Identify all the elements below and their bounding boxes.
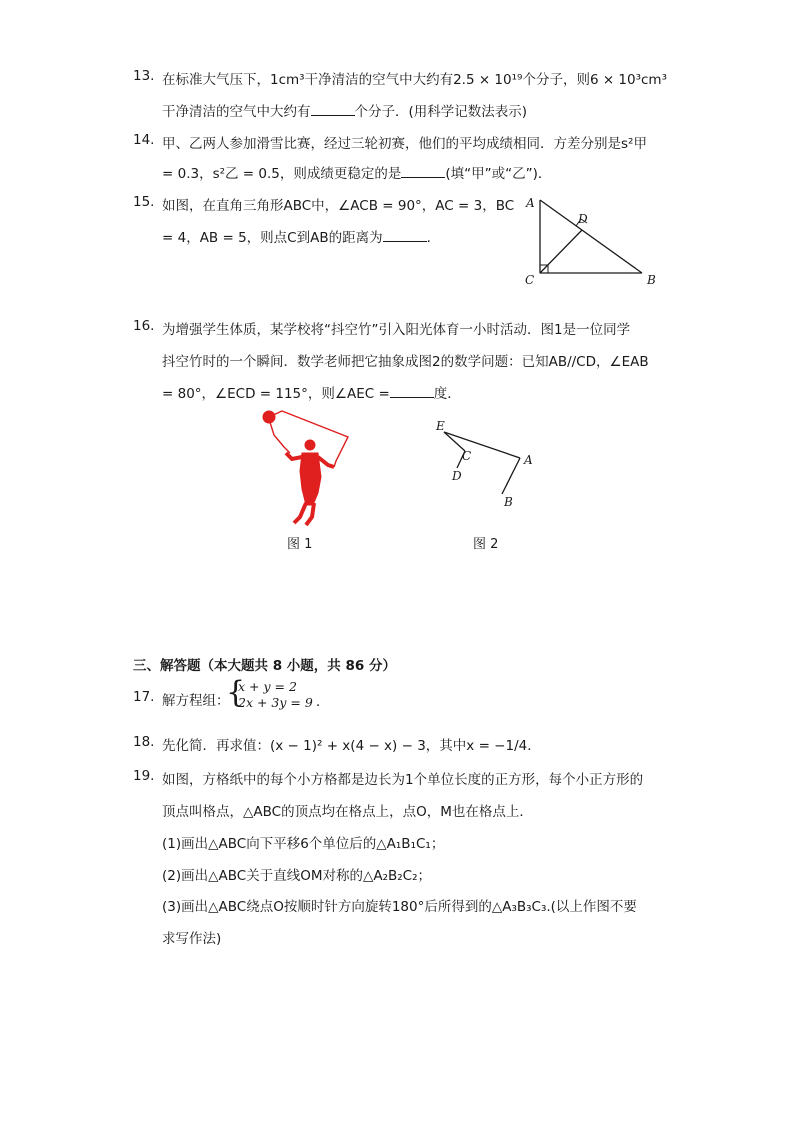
player-right-leg [306,503,314,525]
question-15-line-1: 如图，在直角三角形ABC中，∠ACB = 90°，AC = 3，BC [162,198,515,214]
equation-1: x + y = 2 [238,679,297,694]
question-18-number: 18. [133,734,155,750]
diabolo-player-figure [258,405,358,527]
equation-brace: { [226,675,246,710]
player-body [300,453,321,505]
question-15-number: 15. [133,194,155,210]
question-19-line-1: 如图，方格纸中的每个小方格都是边长为1个单位长度的正方形，每个小正方形的 [162,772,644,788]
triangle-abc-figure [520,188,670,290]
question-16-line-3 [162,382,461,402]
answer-blank-13 [311,103,355,116]
segment-ab [540,200,642,273]
diabolo-string-left [269,419,290,453]
label-e: E [436,419,445,433]
answer-blank-14 [401,165,445,178]
question-13-line-1: 在标准大气压下，1cm³干净清洁的空气中大约有2.5 × 10¹⁹个分子，则6 × 10³cm³ [162,72,667,88]
segment-cd [540,230,582,273]
label-d: D [452,469,462,483]
question-16-number: 16. [133,318,155,334]
label-a: A [526,196,535,210]
question-19-part-1: (1)画出△ABC向下平移6个单位后的△A₁B₁C₁； [162,836,445,852]
equation-2: 2x + 3y = 9 [238,695,313,710]
label-d: D [578,212,588,226]
question-16-line-2: 抖空竹时的一个瞬间．数学老师把它抽象成图2的数学问题：已知AB//CD，∠EAB [162,354,649,370]
player-left-leg [294,503,306,523]
answer-blank-15 [383,229,427,242]
question-14-number: 14. [133,132,155,148]
question-19-part-4: 求写作法) [162,931,222,947]
segment-ab [502,458,520,494]
question-15-line-2 [162,226,440,246]
question-15-line-2-pre: = 4，AB = 5，则点C到AB的距离为 [162,230,383,246]
section-header: 三、解答题（本大题共 8 小题，共 86 分） [133,658,396,674]
question-17-end: ． [316,694,330,710]
question-14-line-2-pre: = 0.3，s²乙 = 0.5，则成绩更稳定的是 [162,166,402,182]
question-13-line-2-pre: 干净清洁的空气中大约有 [162,104,311,120]
label-b: B [647,273,656,287]
question-15-line-2-post: ． [426,230,441,246]
question-16-line-3-pre: = 80°，∠ECD = 115°，则∠AEC = [162,386,390,402]
label-c: C [462,449,472,463]
question-14-line-1: 甲、乙两人参加滑雪比赛，经过三轮初赛，他们的平均成绩相同．方差分别是s²甲 [162,136,647,152]
label-a: A [524,453,533,467]
figure-2-caption: 图 2 [473,537,499,552]
label-c: C [525,273,535,287]
question-16-line-3-post: 度． [433,386,461,402]
question-13-line-2 [162,100,527,120]
answer-blank-16 [390,385,434,398]
question-19-line-2: 顶点叫格点，△ABC的顶点均在格点上，点O，M也在格点上． [162,804,533,820]
question-19-number: 19. [133,768,155,784]
question-13-line-2-post: 个分子．(用科学记数法表示) [354,104,528,120]
question-19-part-3: (3)画出△ABC绕点O按顺时针方向旋转180°后所得到的△A₃B₃C₃.(以上作图不要 [162,899,637,915]
question-18-text: 先化简．再求值：(x − 1)² + x(4 − x) − 3，其中x = −1/4． [162,738,541,754]
question-13-number: 13. [133,68,155,84]
segment-ea [444,432,520,458]
question-19-part-2: (2)画出△ABC关于直线OM对称的△A₂B₂C₂； [162,868,432,884]
player-head [305,440,315,450]
question-16-line-1: 为增强学生体质，某学校将“抖空竹”引入阳光体育一小时活动．图1是一位同学 [162,322,631,338]
question-17-number: 17. [133,689,155,705]
label-b: B [504,495,513,509]
question-14-line-2-post: (填“甲”或“乙”)． [445,166,552,182]
question-17-text: 解方程组： [162,693,230,709]
player-right-arm [318,457,334,467]
question-14-line-2 [162,162,551,182]
player-left-arm [286,453,302,459]
angle-diagram-figure [430,412,550,518]
figure-1-caption: 图 1 [287,537,313,552]
